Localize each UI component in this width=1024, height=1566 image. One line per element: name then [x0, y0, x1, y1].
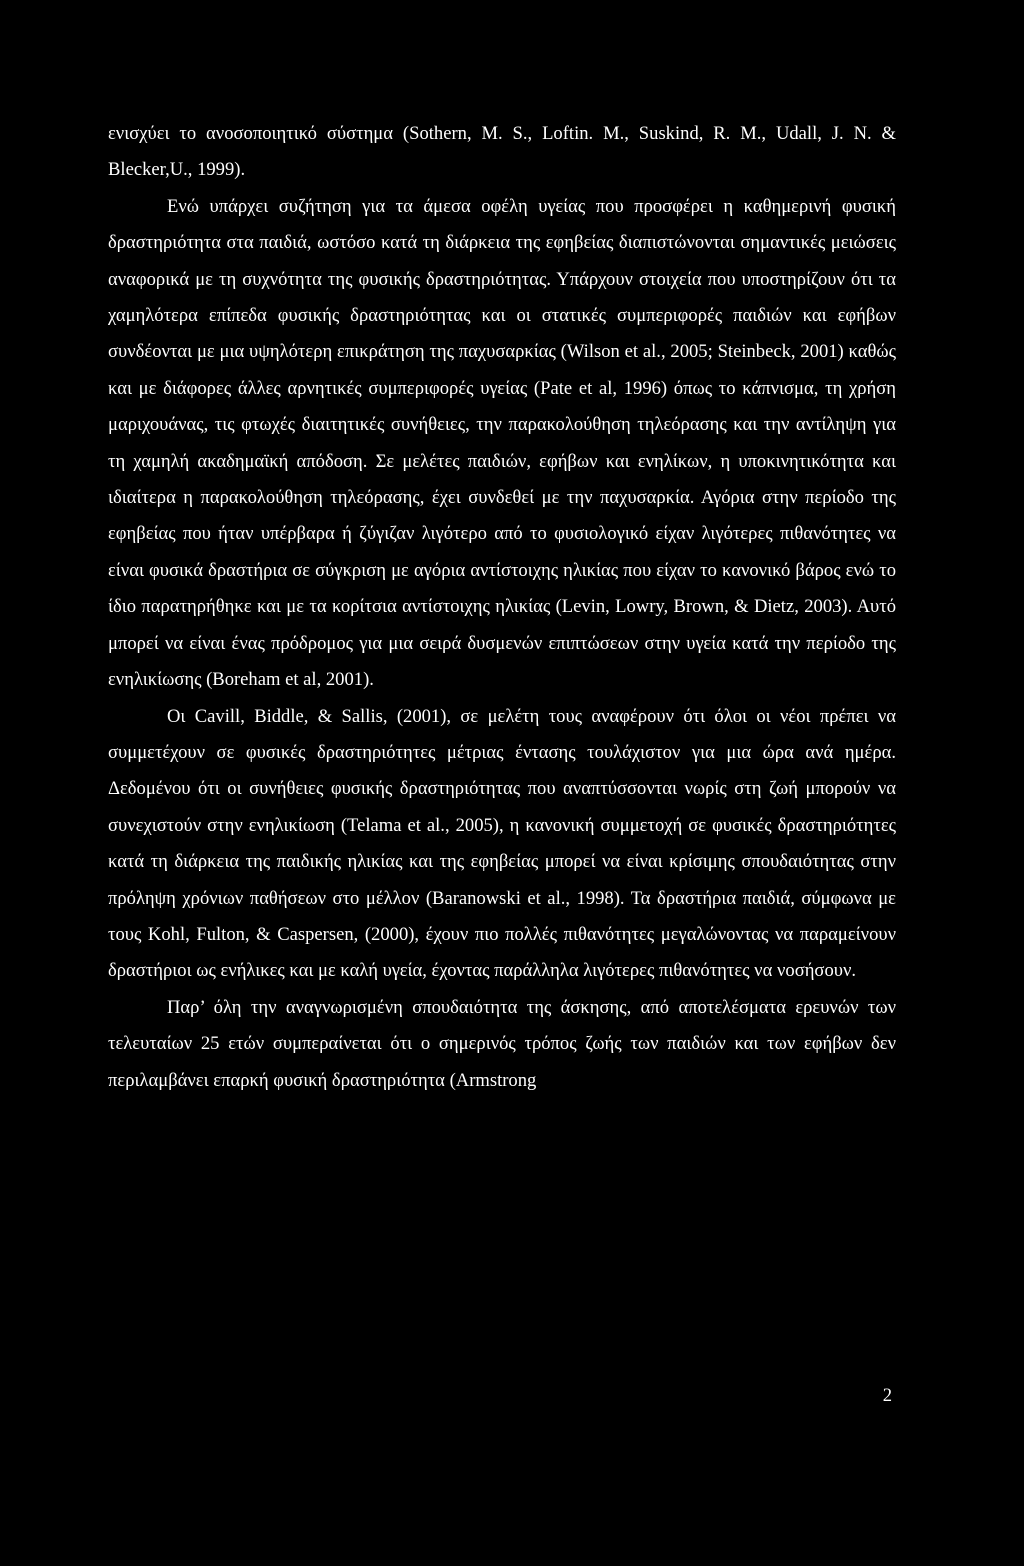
page-number: 2 — [882, 1385, 892, 1406]
document-body — [108, 116, 896, 1099]
paragraph-modern-lifestyle: Παρ’ όλη την αναγνωρισμένη σπουδαιότητα της άσκησης, από αποτελέσματα ερευνών των τελευταίων 25 ετών συμπεραίνεται ότι ο σημερινός τρόπος ζωής των παιδιών και των εφήβων δεν περιλαμβάνει επαρκή φυσική δραστηριότητα (Armstrong — [108, 996, 896, 1091]
paragraph-physical-activity-adolescence: Ενώ υπάρχει συζήτηση για τα άμεσα οφέλη υγείας που προσφέρει η καθημερινή φυσική δραστηριότητα στα παιδιά, ωστόσο κατά τη διάρκεια της εφηβείας διαπιστώνονται σημαντικές μειώσεις αναφορικά με τη συχνότητα της φυσικής δραστηριότητας. Υπάρχουν στοιχεία που υποστηρίζουν ότι τα χαμηλότερα επίπεδα φυσικής δραστηριότητας και οι στατικές συμπεριφορές παιδιών και εφήβων συνδέονται με μια υψηλότερη επικράτηση της παχυσαρκίας (Wilson et al., 2005; Steinbeck, 2001) καθώς και με διάφορες άλλες αρνητικές συμπεριφορές υγείας (Pate et al, 1996) όπως το κάπνισμα, τη χρήση μαριχουάνας, τις φτωχές διαιτητικές συνήθειες, την παρακολούθηση τηλεόρασης και την αντίληψη για τη χαμηλή ακαδημαϊκή απόδοση. Σε μελέτες παιδιών, εφήβων και ενηλίκων, η υποκινητικότητα και ιδιαίτερα η παρακολούθηση τηλεόρασης, έχει συνδεθεί με την παχυσαρκία. Αγόρια στην περίοδο της εφηβείας που ήταν υπέρβαρα ή ζύγιζαν λιγότερο από το φυσιολογικό είχαν λιγότερες πιθανότητες να είναι φυσικά δραστήρια σε σύγκριση με αγόρια αντίστοιχης ηλικίας που είχαν το κανονικό βάρος ενώ το ίδιο παρατηρήθηκε και με τα κορίτσια αντίστοιχης ηλικίας (Levin, Lowry, Brown, & Dietz, 2003). Αυτό μπορεί να είναι ένας πρόδρομος για μια σειρά δυσμενών επιπτώσεων στην υγεία κατά την περίοδο της ενηλικίωσης (Boreham et al, 2001). — [108, 195, 896, 691]
paragraph-continuation: ενισχύει το ανοσοποιητικό σύστημα (Sothern, M. S., Loftin. M., Suskind, R. M., Udall, J. N. & Blecker,U., 1999). — [108, 123, 896, 181]
paragraph-cavill-recommendations: Οι Cavill, Biddle, & Sallis, (2001), σε μελέτη τους αναφέρουν ότι όλοι οι νέοι πρέπει να συμμετέχουν σε φυσικές δραστηριότητες μέτριας έντασης τουλάχιστον για μια ώρα ανά ημέρα. Δεδομένου ότι οι συνήθειες φυσικής δραστηριότητας που αναπτύσσονται νωρίς στη ζωή μπορούν να συνεχιστούν στην ενηλικίωση (Telama et al., 2005), η κανονική συμμετοχή σε φυσικές δραστηριότητες κατά τη διάρκεια της παιδικής ηλικίας και της εφηβείας μπορεί να είναι κρίσιμης σπουδαιότητας στην πρόληψη χρόνιων παθήσεων στο μέλλον (Baranowski et al., 1998). Τα δραστήρια παιδιά, σύμφωνα με τους Kohl, Fulton, & Caspersen, (2000), έχουν πιο πολλές πιθανότητες μεγαλώνοντας να παραμείνουν δραστήριοι ως ενήλικες και με καλή υγεία, έχοντας παράλληλα λιγότερες πιθανότητες να νοσήσουν. — [108, 705, 896, 982]
